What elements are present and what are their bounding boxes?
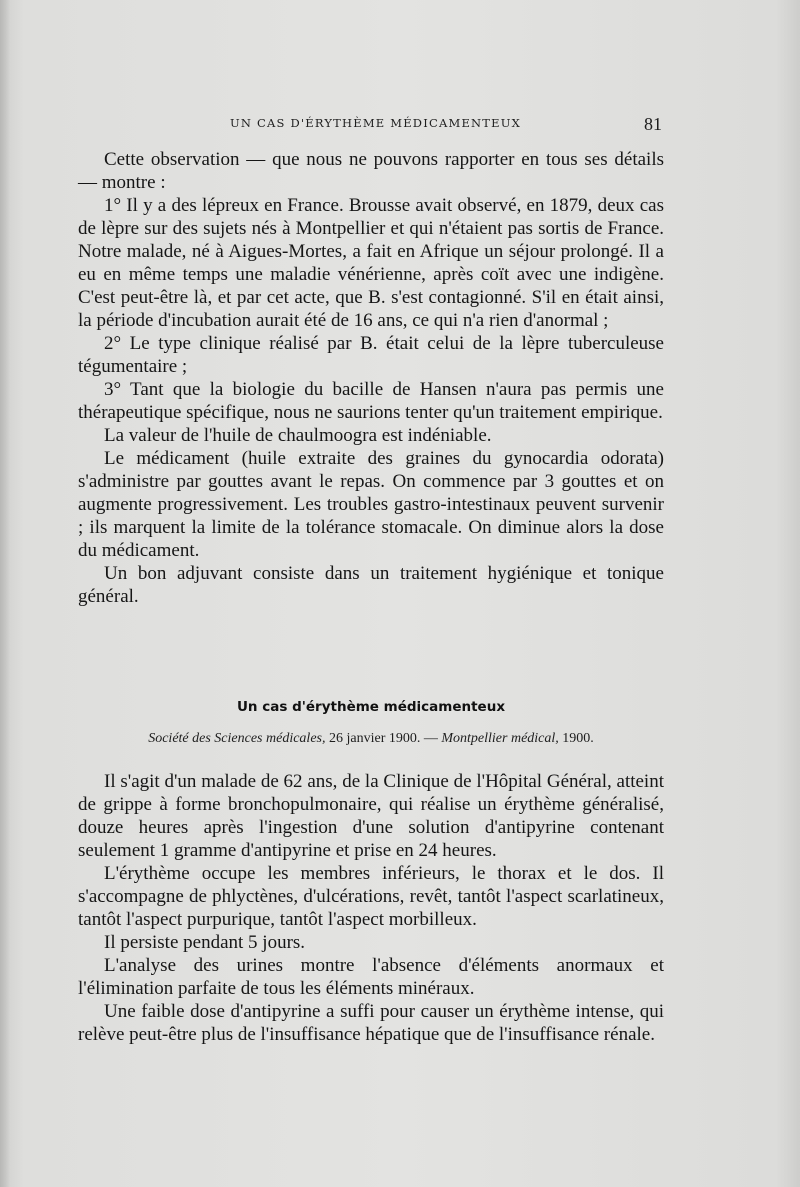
source-year: 1900. — [558, 731, 594, 746]
paragraph-observation: Cette observation — que nous ne pouvons rapporter en tous ses détails — montre : — [78, 149, 664, 193]
paragraph-case: Il s'agit d'un malade de 62 ans, de la Clinique de l'Hôpital Général, atteint de grippe à forme bronchopulmonaire, qui réalise un érythème généralisé, douze heures après l'ingestion d'une solution d'antipyrine contenant seulement 1 gramme d'antipyrine et prise en 24 heures. — [78, 771, 664, 861]
section-source — [78, 731, 664, 747]
lower-text-block — [78, 770, 664, 1046]
paragraph-duration: Il persiste pendant 5 jours. — [104, 932, 306, 953]
source-society: Société des Sciences médicales, — [148, 731, 326, 746]
source-date: 26 janvier 1900. — — [325, 731, 442, 746]
paragraph-adjuvant: Un bon adjuvant consiste dans un traitement hygiénique et tonique général. — [78, 563, 664, 607]
paragraph-chaulmoogra: La valeur de l'huile de chaulmoogra est indéniable. — [104, 425, 492, 446]
source-journal: Montpellier médical, — [441, 731, 559, 746]
upper-text-block — [78, 148, 664, 608]
paragraph-point-1: 1° Il y a des lépreux en France. Brousse avait observé, en 1879, deux cas de lèpre sur des sujets nés à Montpellier et qui n'étaient pas sortis de France. Notre malade, né à Aigues-Mortes, a fait en Afrique un séjour prolongé. Il a eu en même temps une maladie vénérienne, après coït avec une indigène. C'est peut-être là, et par cet acte, que B. s'est contagionné. S'il en était ainsi, la période d'incubation aurait été de 16 ans, ce qui n'a rien d'anormal ; — [78, 195, 664, 331]
paragraph-conclusion: Une faible dose d'antipyrine a suffi pour causer un érythème intense, qui relève peut-être plus de l'insuffisance hépatique que de l'insuffisance rénale. — [78, 1001, 664, 1045]
spine-shadow — [0, 0, 10, 1187]
paragraph-urine: L'analyse des urines montre l'absence d'éléments anormaux et l'élimination parfaite de tous les éléments minéraux. — [78, 955, 664, 999]
paragraph-erythema: L'érythème occupe les membres inférieurs, le thorax et le dos. Il s'accompagne de phlyctènes, d'ulcérations, revêt, tantôt l'aspect scarlatineux, tantôt l'aspect purpurique, tantôt l'aspect morbilleux. — [78, 863, 664, 930]
running-head — [82, 116, 662, 138]
paragraph-point-3: 3° Tant que la biologie du bacille de Hansen n'aura pas permis une thérapeutique spécifique, nous ne saurions tenter qu'un traitement empirique. — [78, 379, 664, 423]
paragraph-point-2: 2° Le type clinique réalisé par B. était celui de la lèpre tuberculeuse tégumentaire ; — [78, 333, 664, 377]
page-number: 81 — [644, 114, 662, 134]
paragraph-medicament: Le médicament (huile extraite des graines du gynocardia odorata) s'administre par gouttes avant le repas. On commence par 3 gouttes et on augmente progressivement. Les troubles gastro-intestinaux peuvent survenir ; ils marquent la limite de la tolérance stomacale. On diminue alors la dose du médicament. — [78, 448, 664, 561]
running-title: UN CAS D'ÉRYTHÈME MÉDICAMENTEUX — [230, 116, 522, 130]
section-title: Un cas d'érythème médicamenteux — [236, 699, 506, 715]
